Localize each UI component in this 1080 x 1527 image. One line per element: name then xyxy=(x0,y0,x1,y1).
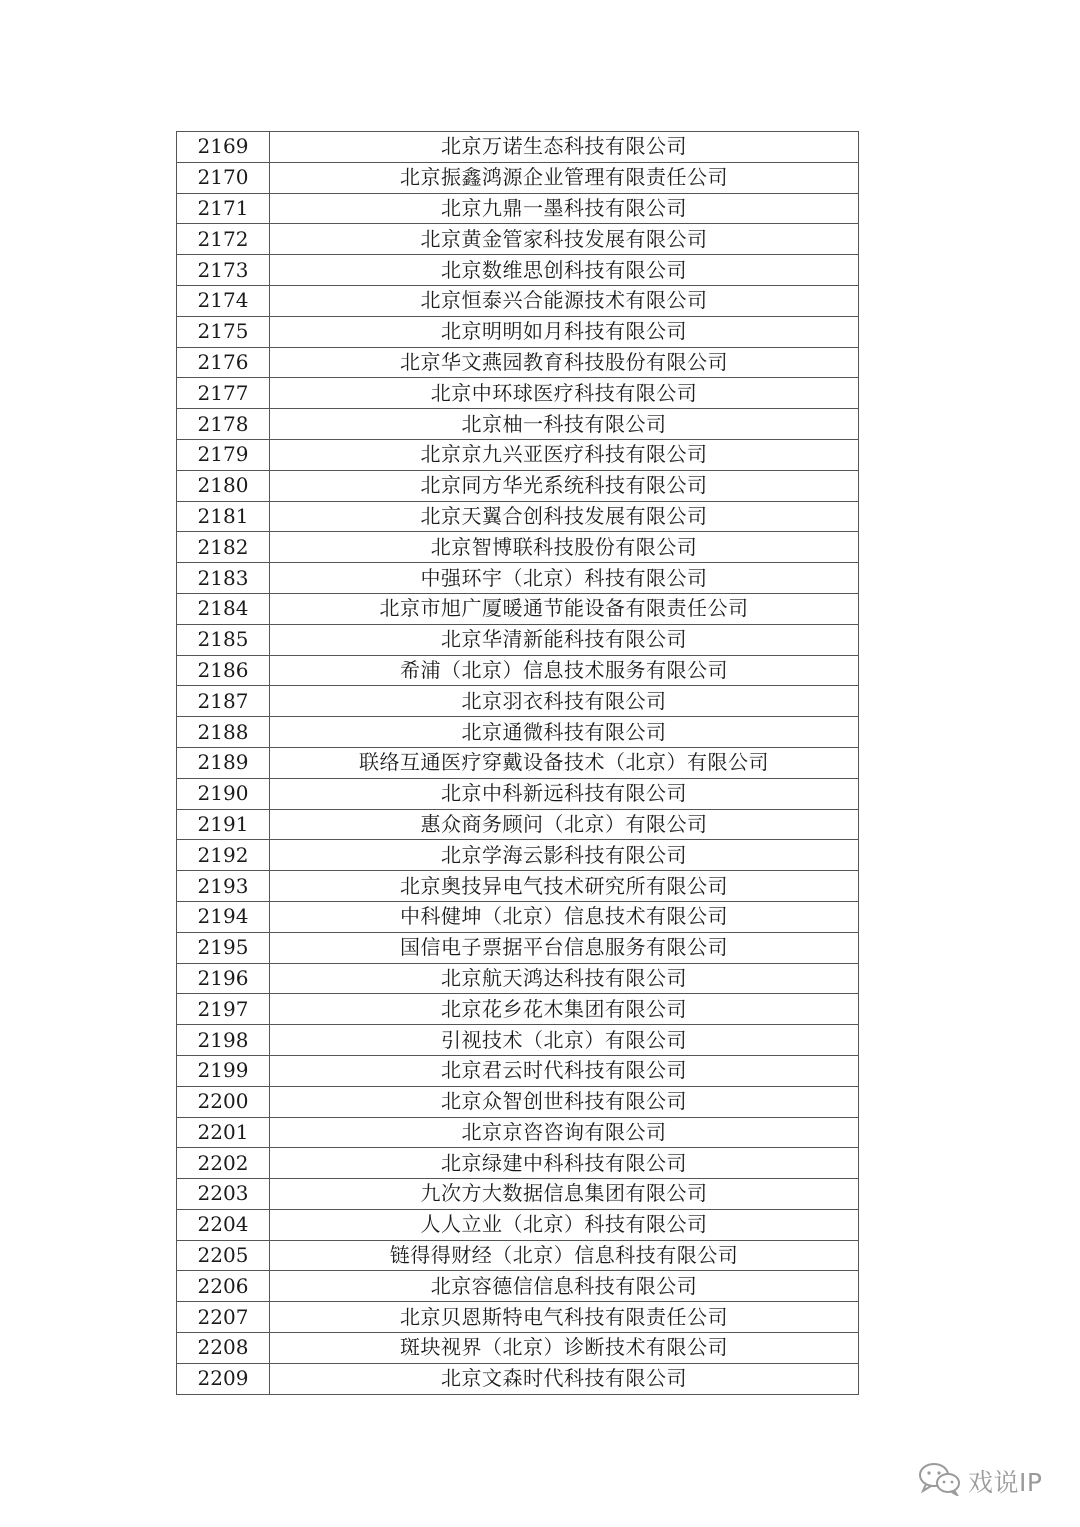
row-number: 2201 xyxy=(177,1117,270,1148)
company-name: 北京航天鸿达科技有限公司 xyxy=(270,963,859,994)
table-row xyxy=(177,932,859,963)
table-row xyxy=(177,563,859,594)
company-name: 北京容德信信息科技有限公司 xyxy=(270,1271,859,1302)
table-row xyxy=(177,470,859,501)
row-number: 2183 xyxy=(177,563,270,594)
row-number: 2199 xyxy=(177,1055,270,1086)
table-row xyxy=(177,655,859,686)
company-name: 惠众商务顾问（北京）有限公司 xyxy=(270,809,859,840)
row-number: 2209 xyxy=(177,1363,270,1394)
row-number: 2197 xyxy=(177,994,270,1025)
company-name: 希浦（北京）信息技术服务有限公司 xyxy=(270,655,859,686)
company-name: 中科健坤（北京）信息技术有限公司 xyxy=(270,901,859,932)
table-row xyxy=(177,809,859,840)
table-row xyxy=(177,1271,859,1302)
company-name: 北京明明如月科技有限公司 xyxy=(270,316,859,347)
table-row xyxy=(177,193,859,224)
company-name: 北京九鼎一墨科技有限公司 xyxy=(270,193,859,224)
table-row xyxy=(177,593,859,624)
company-name: 引视技术（北京）有限公司 xyxy=(270,1025,859,1056)
company-name: 北京绿建中科科技有限公司 xyxy=(270,1148,859,1179)
table-row xyxy=(177,747,859,778)
company-name: 斑块视界（北京）诊断技术有限公司 xyxy=(270,1333,859,1364)
row-number: 2195 xyxy=(177,932,270,963)
row-number: 2194 xyxy=(177,901,270,932)
table-row xyxy=(177,1086,859,1117)
table-row xyxy=(177,963,859,994)
table-row xyxy=(177,316,859,347)
table-row xyxy=(177,778,859,809)
row-number: 2169 xyxy=(177,132,270,163)
company-name: 北京君云时代科技有限公司 xyxy=(270,1055,859,1086)
table-row xyxy=(177,1148,859,1179)
wechat-icon xyxy=(918,1462,968,1500)
watermark-text: 戏说IP xyxy=(968,1468,1043,1497)
table-row xyxy=(177,1117,859,1148)
table-row xyxy=(177,409,859,440)
table-row xyxy=(177,840,859,871)
row-number: 2196 xyxy=(177,963,270,994)
row-number: 2200 xyxy=(177,1086,270,1117)
table-row xyxy=(177,1025,859,1056)
row-number: 2172 xyxy=(177,224,270,255)
table-row xyxy=(177,1302,859,1333)
row-number: 2179 xyxy=(177,439,270,470)
company-name: 北京同方华光系统科技有限公司 xyxy=(270,470,859,501)
table-row xyxy=(177,439,859,470)
company-name: 北京文森时代科技有限公司 xyxy=(270,1363,859,1394)
row-number: 2176 xyxy=(177,347,270,378)
company-name: 中强环宇（北京）科技有限公司 xyxy=(270,563,859,594)
row-number: 2185 xyxy=(177,624,270,655)
company-name: 北京万诺生态科技有限公司 xyxy=(270,132,859,163)
row-number: 2173 xyxy=(177,255,270,286)
table-row xyxy=(177,686,859,717)
row-number: 2186 xyxy=(177,655,270,686)
company-name: 北京羽衣科技有限公司 xyxy=(270,686,859,717)
company-name: 联络互通医疗穿戴设备技术（北京）有限公司 xyxy=(270,747,859,778)
table-row xyxy=(177,994,859,1025)
row-number: 2208 xyxy=(177,1333,270,1364)
row-number: 2205 xyxy=(177,1240,270,1271)
row-number: 2206 xyxy=(177,1271,270,1302)
row-number: 2191 xyxy=(177,809,270,840)
row-number: 2184 xyxy=(177,593,270,624)
watermark xyxy=(918,1463,1042,1499)
row-number: 2170 xyxy=(177,162,270,193)
table-row xyxy=(177,1055,859,1086)
table-row xyxy=(177,1179,859,1210)
company-name: 北京天翼合创科技发展有限公司 xyxy=(270,501,859,532)
company-name: 北京众智创世科技有限公司 xyxy=(270,1086,859,1117)
row-number: 2204 xyxy=(177,1209,270,1240)
row-number: 2203 xyxy=(177,1179,270,1210)
company-name: 北京黄金管家科技发展有限公司 xyxy=(270,224,859,255)
company-name: 北京奥技异电气技术研究所有限公司 xyxy=(270,871,859,902)
row-number: 2171 xyxy=(177,193,270,224)
company-name: 北京恒泰兴合能源技术有限公司 xyxy=(270,285,859,316)
company-name: 北京贝恩斯特电气科技有限责任公司 xyxy=(270,1302,859,1333)
table-row xyxy=(177,255,859,286)
table-row xyxy=(177,285,859,316)
company-name: 北京通微科技有限公司 xyxy=(270,717,859,748)
row-number: 2177 xyxy=(177,378,270,409)
company-name: 北京华文燕园教育科技股份有限公司 xyxy=(270,347,859,378)
row-number: 2207 xyxy=(177,1302,270,1333)
row-number: 2192 xyxy=(177,840,270,871)
row-number: 2190 xyxy=(177,778,270,809)
row-number: 2198 xyxy=(177,1025,270,1056)
table-row xyxy=(177,162,859,193)
row-number: 2181 xyxy=(177,501,270,532)
company-name: 人人立业（北京）科技有限公司 xyxy=(270,1209,859,1240)
company-name: 北京柚一科技有限公司 xyxy=(270,409,859,440)
company-name: 北京学海云影科技有限公司 xyxy=(270,840,859,871)
company-list-table xyxy=(176,131,859,1395)
company-name: 北京数维思创科技有限公司 xyxy=(270,255,859,286)
table-row xyxy=(177,717,859,748)
table-row xyxy=(177,132,859,163)
row-number: 2189 xyxy=(177,747,270,778)
table-row xyxy=(177,871,859,902)
table-row xyxy=(177,224,859,255)
row-number: 2182 xyxy=(177,532,270,563)
company-name: 北京振鑫鸿源企业管理有限责任公司 xyxy=(270,162,859,193)
table-row xyxy=(177,1209,859,1240)
table-body xyxy=(177,132,859,1395)
company-name: 北京华清新能科技有限公司 xyxy=(270,624,859,655)
company-name: 北京京咨咨询有限公司 xyxy=(270,1117,859,1148)
row-number: 2202 xyxy=(177,1148,270,1179)
company-name: 北京京九兴亚医疗科技有限公司 xyxy=(270,439,859,470)
company-name: 北京市旭广厦暖通节能设备有限责任公司 xyxy=(270,593,859,624)
row-number: 2174 xyxy=(177,285,270,316)
company-name: 链得得财经（北京）信息科技有限公司 xyxy=(270,1240,859,1271)
row-number: 2175 xyxy=(177,316,270,347)
table-row xyxy=(177,1363,859,1394)
table-row xyxy=(177,901,859,932)
row-number: 2188 xyxy=(177,717,270,748)
company-name: 国信电子票据平台信息服务有限公司 xyxy=(270,932,859,963)
table-row xyxy=(177,532,859,563)
row-number: 2187 xyxy=(177,686,270,717)
table-row xyxy=(177,624,859,655)
company-name: 九次方大数据信息集团有限公司 xyxy=(270,1179,859,1210)
table-row xyxy=(177,501,859,532)
row-number: 2178 xyxy=(177,409,270,440)
table-row xyxy=(177,347,859,378)
table-row xyxy=(177,1240,859,1271)
company-name: 北京智博联科技股份有限公司 xyxy=(270,532,859,563)
row-number: 2180 xyxy=(177,470,270,501)
company-name: 北京花乡花木集团有限公司 xyxy=(270,994,859,1025)
row-number: 2193 xyxy=(177,871,270,902)
company-name: 北京中科新远科技有限公司 xyxy=(270,778,859,809)
table-row xyxy=(177,378,859,409)
company-name: 北京中环球医疗科技有限公司 xyxy=(270,378,859,409)
table-row xyxy=(177,1333,859,1364)
